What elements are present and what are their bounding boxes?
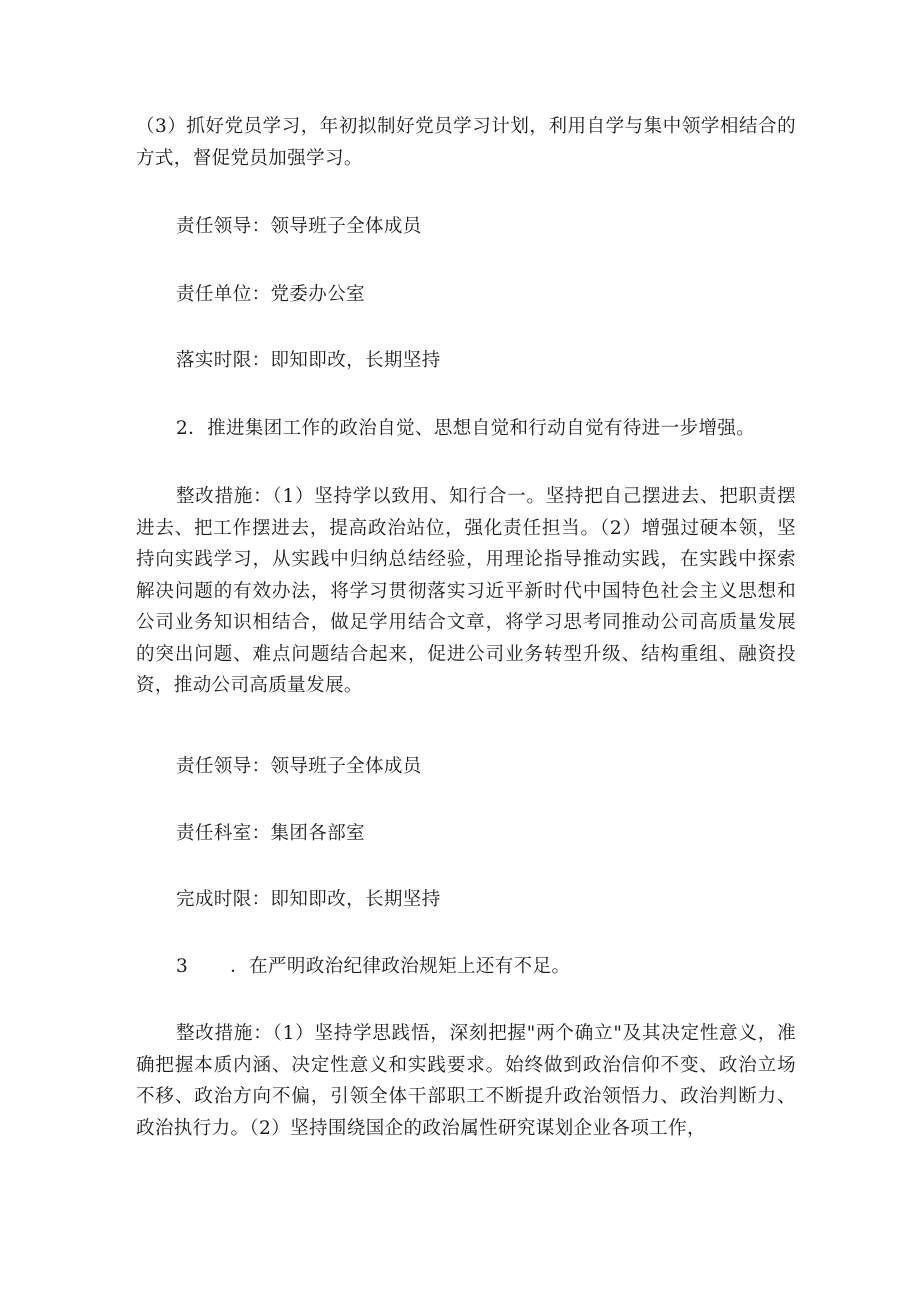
item-3-study-paragraph: （3）抓好党员学习，年初拟制好党员学习计划，利用自学与集中领学相结合的方式，督促党员加强学习。 <box>136 116 796 169</box>
issue-3-text: ．在严明政治纪律政治规矩上还有不足。 <box>230 956 571 977</box>
measures-2-paragraph: 整改措施：（1）坚持学以致用、知行合一。坚持把自己摆进去、把职责摆进去、把工作摆进去，提高政治站位，强化责任担当。（2）增强过硬本领，坚持向实践学习，从实践中归纳总结经验，用理论指导推动实践，在实践中探索解决问题的有效办法，将学习贯彻落实习近平新时代中国特色社会主义思想和公司业务知识相结合，做足学用结合文章，将学习思考同推动公司高质量发展的突出问题、难点问题结合起来，促进公司业务转型升级、结构重组、融资投资，推动公司高质量发展。 <box>136 486 796 696</box>
issue-3-heading <box>176 951 570 982</box>
measures-3-paragraph: 整改措施：（1）坚持学思践悟，深刻把握"两个确立"及其决定性意义，准确把握本质内涵、决定性意义和实践要求。始终做到政治信仰不变、政治立场不移、政治方向不偏，引领全体干部职工不断提升政治领悟力、政治判断力、政治执行力。（2）坚持围绕国企的政治属性研究谋划企业各项工作， <box>136 1023 796 1139</box>
responsible-leader-2: 责任领导：领导班子全体成员 <box>176 756 422 777</box>
responsible-unit-1: 责任单位：党委办公室 <box>176 284 366 305</box>
responsible-leader-1: 责任领导：领导班子全体成员 <box>176 216 422 237</box>
responsible-unit-2: 责任科室：集团各部室 <box>176 823 366 844</box>
issue-3-number: 3 <box>176 956 189 977</box>
deadline-1: 落实时限：即知即改，长期坚持 <box>176 350 441 371</box>
issue-2-heading: 2．推进集团工作的政治自觉、思想自觉和行动自觉有待进一步增强。 <box>176 418 756 439</box>
deadline-2: 完成时限：即知即改，长期坚持 <box>176 889 441 910</box>
